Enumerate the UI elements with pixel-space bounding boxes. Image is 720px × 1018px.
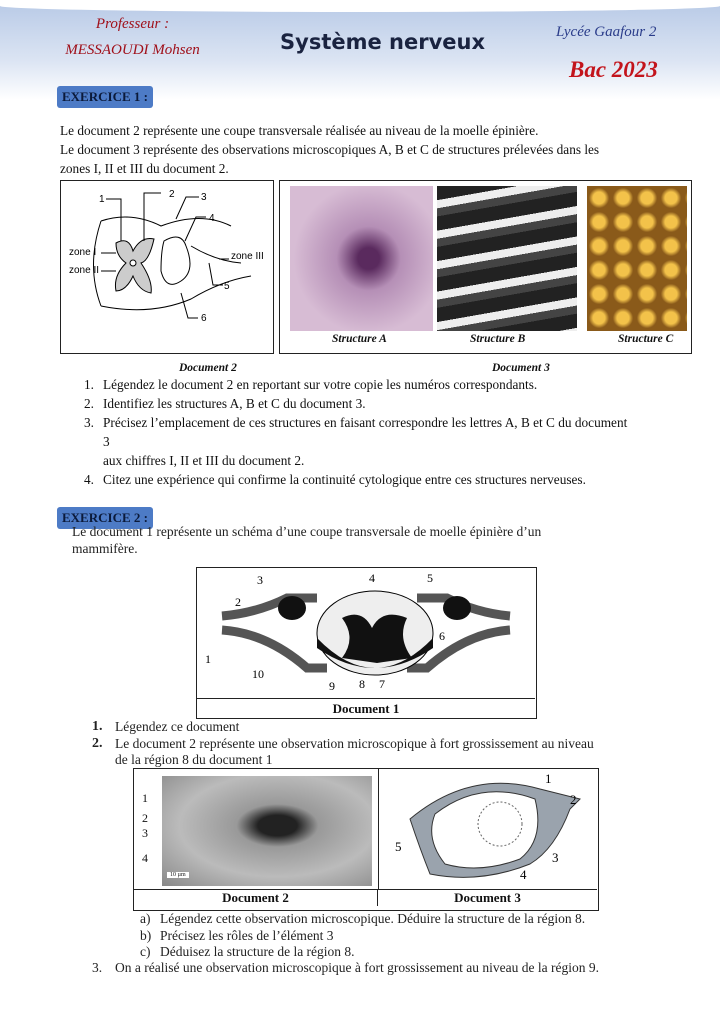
svg-text:3: 3 <box>257 573 263 587</box>
neuron-micrograph <box>162 776 372 886</box>
structure-b-caption: Structure B <box>470 333 526 345</box>
ex2-doc2-doc3-figure <box>133 768 599 911</box>
ex1-intro-2: Le document 3 représente des observations microscopiques A, B et C de structures prélevées dans les <box>60 142 600 157</box>
svg-text:2: 2 <box>570 792 577 807</box>
doc2-caption-ex2: Document 2 <box>134 890 378 906</box>
q3-text: Précisez l’emplacement de ces structures en faisant correspondre les lettres A, B et C du document <box>103 415 628 430</box>
school-name: Lycée Gaafour 2 <box>556 24 657 40</box>
q2-number: 2. <box>84 396 94 411</box>
svg-text:8: 8 <box>359 677 365 691</box>
doc3-micrographs <box>279 180 692 354</box>
q4-text: Citez une expérience qui confirme la continuité cytologique entre ces structures nerveuses. <box>103 472 586 487</box>
structure-b-image <box>437 186 577 331</box>
doc2-spinal-cord-diagram <box>60 180 274 354</box>
svg-text:4: 4 <box>369 571 375 585</box>
ex1-intro-1: Le document 2 représente une coupe transversale réalisée au niveau de la moelle épinière. <box>60 123 539 138</box>
label-5: 5 <box>224 281 230 292</box>
label-2: 2 <box>169 189 175 200</box>
exercise-2-badge: EXERCICE 2 : <box>57 507 153 529</box>
svg-text:5: 5 <box>395 839 402 854</box>
structure-c-image <box>587 186 687 331</box>
svg-text:7: 7 <box>379 677 385 691</box>
svg-text:6: 6 <box>439 629 445 643</box>
subq-c-text: Déduisez la structure de la région 8. <box>160 944 355 959</box>
ex2-q2-number: 2. <box>92 736 103 751</box>
ex2-q1-text: Légendez ce document <box>115 719 240 734</box>
ex2-intro-2: mammifère. <box>72 541 138 556</box>
ex2-q3-text: On a réalisé une observation microscopique à fort grossissement au niveau de la région 9. <box>115 960 599 975</box>
ex2-q3-number: 3. <box>92 960 103 975</box>
myelinated-fiber-diagram <box>380 769 596 889</box>
structure-c-caption: Structure C <box>618 333 674 345</box>
zone-3-label: zone III <box>231 251 264 262</box>
doc3-caption-ex2: Document 3 <box>454 890 521 905</box>
q1-number: 1. <box>84 377 94 392</box>
subq-a-label: a) <box>140 911 151 926</box>
exam-label: Bac 2023 <box>569 57 658 82</box>
doc3-caption: Document 3 <box>492 362 550 374</box>
q2-text: Identifiez les structures A, B et C du document 3. <box>103 396 366 411</box>
ex2-intro-1: Le document 1 représente un schéma d’une coupe transversale de moelle épinière d’un <box>72 524 542 539</box>
header-wave <box>0 0 720 12</box>
label-1: 1 <box>99 194 105 205</box>
label-4: 4 <box>209 213 215 224</box>
svg-text:1: 1 <box>545 771 552 786</box>
q3-number: 3. <box>84 415 94 430</box>
svg-text:9: 9 <box>329 679 335 693</box>
structure-a-caption: Structure A <box>332 333 387 345</box>
zone-2-label: zone II <box>69 265 100 276</box>
label-3: 3 <box>201 192 207 203</box>
doc2-caption: Document 2 <box>179 362 237 374</box>
q3-text-cont: 3 <box>103 434 110 449</box>
svg-text:1: 1 <box>205 652 211 666</box>
structure-a-image <box>290 186 433 331</box>
svg-text:2: 2 <box>235 595 241 609</box>
ex2-q1-number: 1. <box>92 719 103 734</box>
q1-text: Légendez le document 2 en reportant sur votre copie les numéros correspondants. <box>103 377 538 392</box>
q3-text-cont2: aux chiffres I, II et III du document 2. <box>103 453 305 468</box>
q4-number: 4. <box>84 472 94 487</box>
doc1-caption: Document 1 <box>197 698 535 717</box>
doc2-labels: 1 2 3 4 <box>142 791 148 865</box>
subq-b-label: b) <box>140 928 152 943</box>
caption-row <box>134 889 597 906</box>
page-title: Système nerveux <box>280 30 486 54</box>
scale-bar: 10 µm <box>167 872 189 878</box>
subq-a-text: Légendez cette observation microscopique. Déduire la structure de la région 8. <box>160 911 586 926</box>
ex1-intro-3: zones I, II et III du document 2. <box>60 161 229 176</box>
label-6: 6 <box>201 313 207 324</box>
svg-text:5: 5 <box>427 571 433 585</box>
subq-c-label: c) <box>140 944 151 959</box>
svg-text:10: 10 <box>252 667 264 681</box>
ex2-q2-text-cont: de la région 8 du document 1 <box>115 752 273 767</box>
professor-label: Professeur : <box>95 16 170 32</box>
svg-text:3: 3 <box>552 850 559 865</box>
exercise-1-badge: EXERCICE 1 : <box>57 86 153 108</box>
zone-1-label: zone I <box>69 247 97 258</box>
ex2-q2-text: Le document 2 représente une observation microscopique à fort grossissement au niveau <box>115 736 594 751</box>
subq-b-text: Précisez les rôles de l’élément 3 <box>160 928 334 943</box>
ex2-doc1-diagram <box>196 567 537 719</box>
svg-text:4: 4 <box>520 867 527 882</box>
professor-name: MESSAOUDI Mohsen <box>65 42 200 58</box>
divider <box>378 769 379 889</box>
